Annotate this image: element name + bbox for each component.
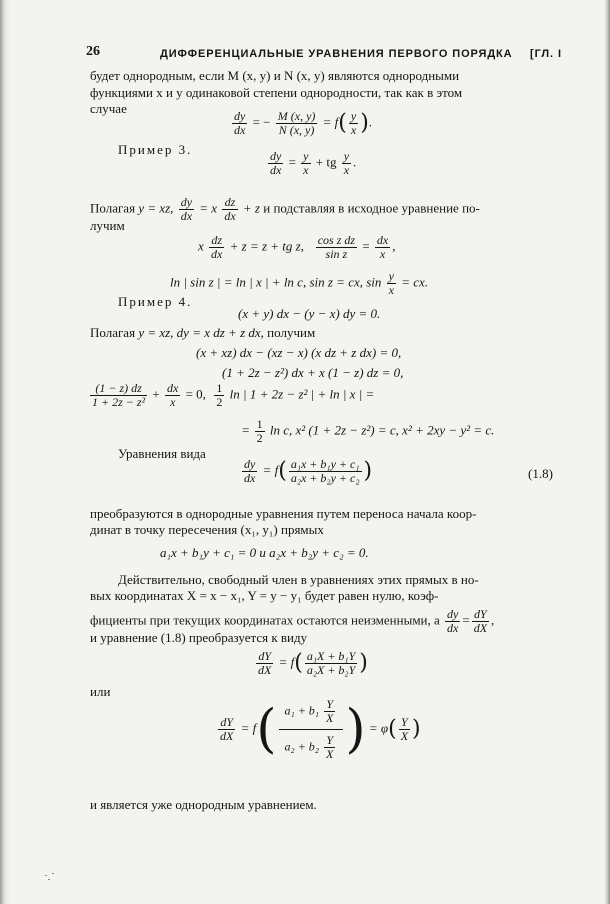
example-heading: Пример 4. bbox=[118, 294, 193, 309]
chapter-label: [ГЛ. I bbox=[530, 48, 562, 60]
equation-example-3-log: ln | sin z | = ln | x | + ln c, sin z = cx, sin $\frac{y}{x}$ = cx. bbox=[170, 269, 429, 297]
paragraph-line: и является уже однородным уравнением. bbox=[90, 797, 317, 812]
equation-homogeneous-final: $\frac{dY}{dX}$ = f( a₁ + b₁ $\frac{Y}{X}$ a₂ + b₂ $\frac{Y}{X}$ ) = φ( $\frac{Y}{X}$ ) bbox=[220, 697, 421, 761]
paragraph-line: функциями x и y одинаковой степени однородности, так как в этом bbox=[90, 85, 463, 100]
paragraph-line: Действительно, свободный член в уравнениях этих прямых в но- bbox=[118, 572, 479, 587]
substitution-line: Полагая y = xz, $\frac{dy}{dx}$ = x $\frac{dz}{dx}$ + z и подставляя в исходное уравнение по- bbox=[90, 195, 480, 223]
substitution-line: Полагая y = xz, dy = x dz + z dx, получим bbox=[90, 325, 316, 340]
equation-example-4-step2: (1 + 2z − z²) dx + x (1 − z) dz = 0, bbox=[222, 365, 404, 380]
page-number: 26 bbox=[86, 44, 100, 59]
running-title: ДИФФЕРЕНЦИАЛЬНЫЕ УРАВНЕНИЯ ПЕРВОГО ПОРЯДКА bbox=[160, 48, 513, 60]
scan-page-edge bbox=[604, 0, 610, 904]
paragraph-line: или bbox=[90, 684, 111, 699]
paragraph-line: вых координатах X = x − x₁, Y = y − y₁ будет равен нулю, коэф- bbox=[90, 588, 439, 603]
equation-transformed: $\frac{dY}{dX}$ = f( $\frac{\text{a₁X + b₁Y}}{\text{a₂X + b₂Y}}$ ) bbox=[258, 649, 368, 677]
equation-example-3: $\frac{dy}{dx}$ = $\frac{y}{x}$ + tg $\frac{y}{x}$ . bbox=[270, 149, 357, 177]
paragraph-line-with-ratio: фициенты при текущих координатах остаются неизменными, а $\frac{dy}{dx}$ = $\frac{dY}{dX}$ , bbox=[90, 607, 495, 635]
equation-lines: a₁x + b₁y + c₁ = 0 и a₂x + b₂y + c₂ = 0. bbox=[160, 545, 369, 560]
equation-general-form: $\frac{dy}{dx}$ = f( $\frac{\text{a₁x + b₁y + c₁}}{\text{a₂x + b₂y + c₂}}$ ) bbox=[244, 457, 373, 485]
equation-example-4-step4: = $\frac{1}{2}$ ln c, x² (1 + 2z − z²) = c, x² + 2xy − y² = c. bbox=[242, 417, 495, 445]
scan-speck bbox=[45, 875, 47, 876]
scan-binding-edge bbox=[0, 0, 10, 904]
paragraph-line: преобразуются в однородные уравнения путем переноса начала коор- bbox=[90, 506, 477, 521]
equation-example-4-step1: (x + xz) dx − (xz − x) (x dz + z dx) = 0, bbox=[196, 345, 402, 360]
paragraph-line: будет однородным, если M (x, y) и N (x, y) являются однородными bbox=[90, 68, 460, 83]
equation-example-4-step3: $\frac{(1 - z) dz}{\text{1 + 2z − z²}}$ + $\frac{dx}{x}$ = 0, $\frac{1}{2}$ ln | 1 + 2z − z² | + ln | x | = bbox=[92, 381, 375, 409]
equation-homogeneous: $\frac{dy}{dx}$ = − $\frac{M (x, y)}{N (x, y)}$ = f( $\frac{y}{x}$ ). bbox=[234, 109, 373, 137]
equation-example-3-result: x $\frac{dz}{dx}$ + z = z + tg z, $\frac{\text{cos z dz}}{\text{sin z}}$ = $\frac{dx}{x}$ , bbox=[198, 233, 396, 261]
scan-speck bbox=[48, 879, 50, 880]
equation-number: (1.8) bbox=[528, 466, 553, 481]
paragraph-line: лучим bbox=[90, 218, 125, 233]
paragraph-line: и уравнение (1.8) преобразуется к виду bbox=[90, 630, 308, 645]
paragraph-line: динат в точку пересечения (x₁, y₁) прямых bbox=[90, 522, 324, 537]
example-heading: Пример 3. bbox=[118, 142, 193, 157]
paragraph-line: Уравнения вида bbox=[118, 446, 206, 461]
equation-example-4: (x + y) dx − (y − x) dy = 0. bbox=[238, 306, 381, 321]
scan-speck bbox=[52, 873, 54, 874]
paragraph-line: случае bbox=[90, 101, 127, 116]
